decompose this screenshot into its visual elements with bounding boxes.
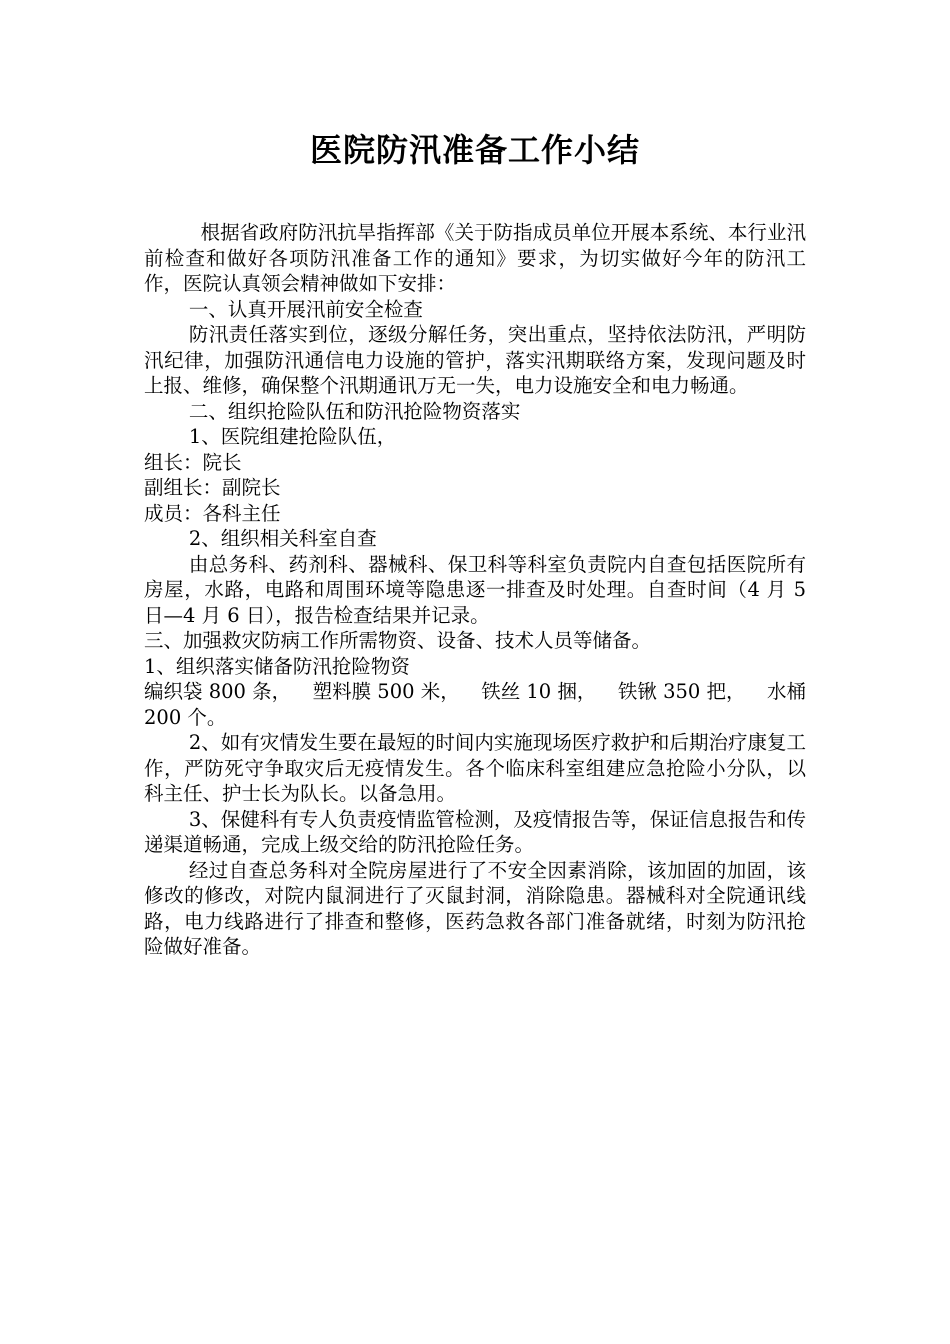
team-members-line: 成员：各科主任 <box>144 501 281 525</box>
supply-item: 铁丝 10 捆， <box>481 680 597 703</box>
document-title: 医院防汛准备工作小结 <box>309 131 640 169</box>
self-inspection-paragraph: 由总务科、药剂科、器械科、保卫科等科室负责院内自查包括医院所有房屋，水路，电路和周围环境等隐患逐一排查及时处理。自查时间（4 月 5 日—4 月 6 日），报告检查结果并记录。 <box>144 552 806 627</box>
section-heading-2: 二、组织抢险队伍和防汛抢险物资落实 <box>188 399 521 423</box>
supply-item: 铁锹 350 把， <box>617 680 746 703</box>
subsection-3-3: 3、保健科有专人负责疫情监管检测，及疫情报告等，保证信息报告和传递渠道畅通，完成上级交给的防汛抢险任务。 <box>144 807 806 856</box>
section-heading-3: 三、加强救灾防病工作所需物资、设备、技术人员等储备。 <box>144 629 652 652</box>
subsection-2-2: 2、组织相关科室自查 <box>188 527 377 550</box>
supplies-tail: 200 个。 <box>144 705 227 729</box>
intro-paragraph: 根据省政府防汛抗旱指挥部《关于防指成员单位开展本系统、本行业汛前检查和做好各项防汛准备工作的通知》要求，为切实做好今年的防汛工作，医院认真领会精神做如下安排： <box>144 221 806 295</box>
document-body <box>144 220 806 960</box>
subsection-3-2: 2、如有灾情发生要在最短的时间内实施现场医疗救护和后期治疗康复工作，严防死守争取灾后无疫情发生。各个临床科室组建应急抢险小分队，以科主任、护士长为队长。以备急用。 <box>144 731 806 805</box>
subsection-2-1: 1、医院组建抢险队伍， <box>188 425 397 448</box>
section-heading-1: 一、认真开展汛前安全检查 <box>188 297 423 321</box>
supply-item: 塑料膜 500 米， <box>312 680 460 703</box>
supply-item: 编织袋 800 条， <box>144 680 292 703</box>
team-deputy-line: 副组长：副院长 <box>144 476 281 499</box>
supply-item: 水桶 <box>766 680 806 703</box>
conclusion-paragraph: 经过自查总务科对全院房屋进行了不安全因素消除，该加固的加固，该修改的修改，对院内鼠洞进行了灭鼠封洞，消除隐患。器械科对全院通讯线路，电力线路进行了排查和整修，医药急救各部门准备就绪，时刻为防汛抢险做好准备。 <box>144 858 806 958</box>
team-leader-line: 组长：院长 <box>144 450 242 474</box>
subsection-3-1: 1、组织落实储备防汛抢险物资 <box>144 654 410 678</box>
section-1-paragraph: 防汛责任落实到位，逐级分解任务，突出重点，坚持依法防汛，严明防汛纪律，加强防汛通信电力设施的管护，落实汛期联络方案，发现问题及时上报、维修，确保整个汛期通讯万无一失，电力设施安全和电力畅通。 <box>144 323 806 397</box>
supplies-list <box>144 679 806 705</box>
